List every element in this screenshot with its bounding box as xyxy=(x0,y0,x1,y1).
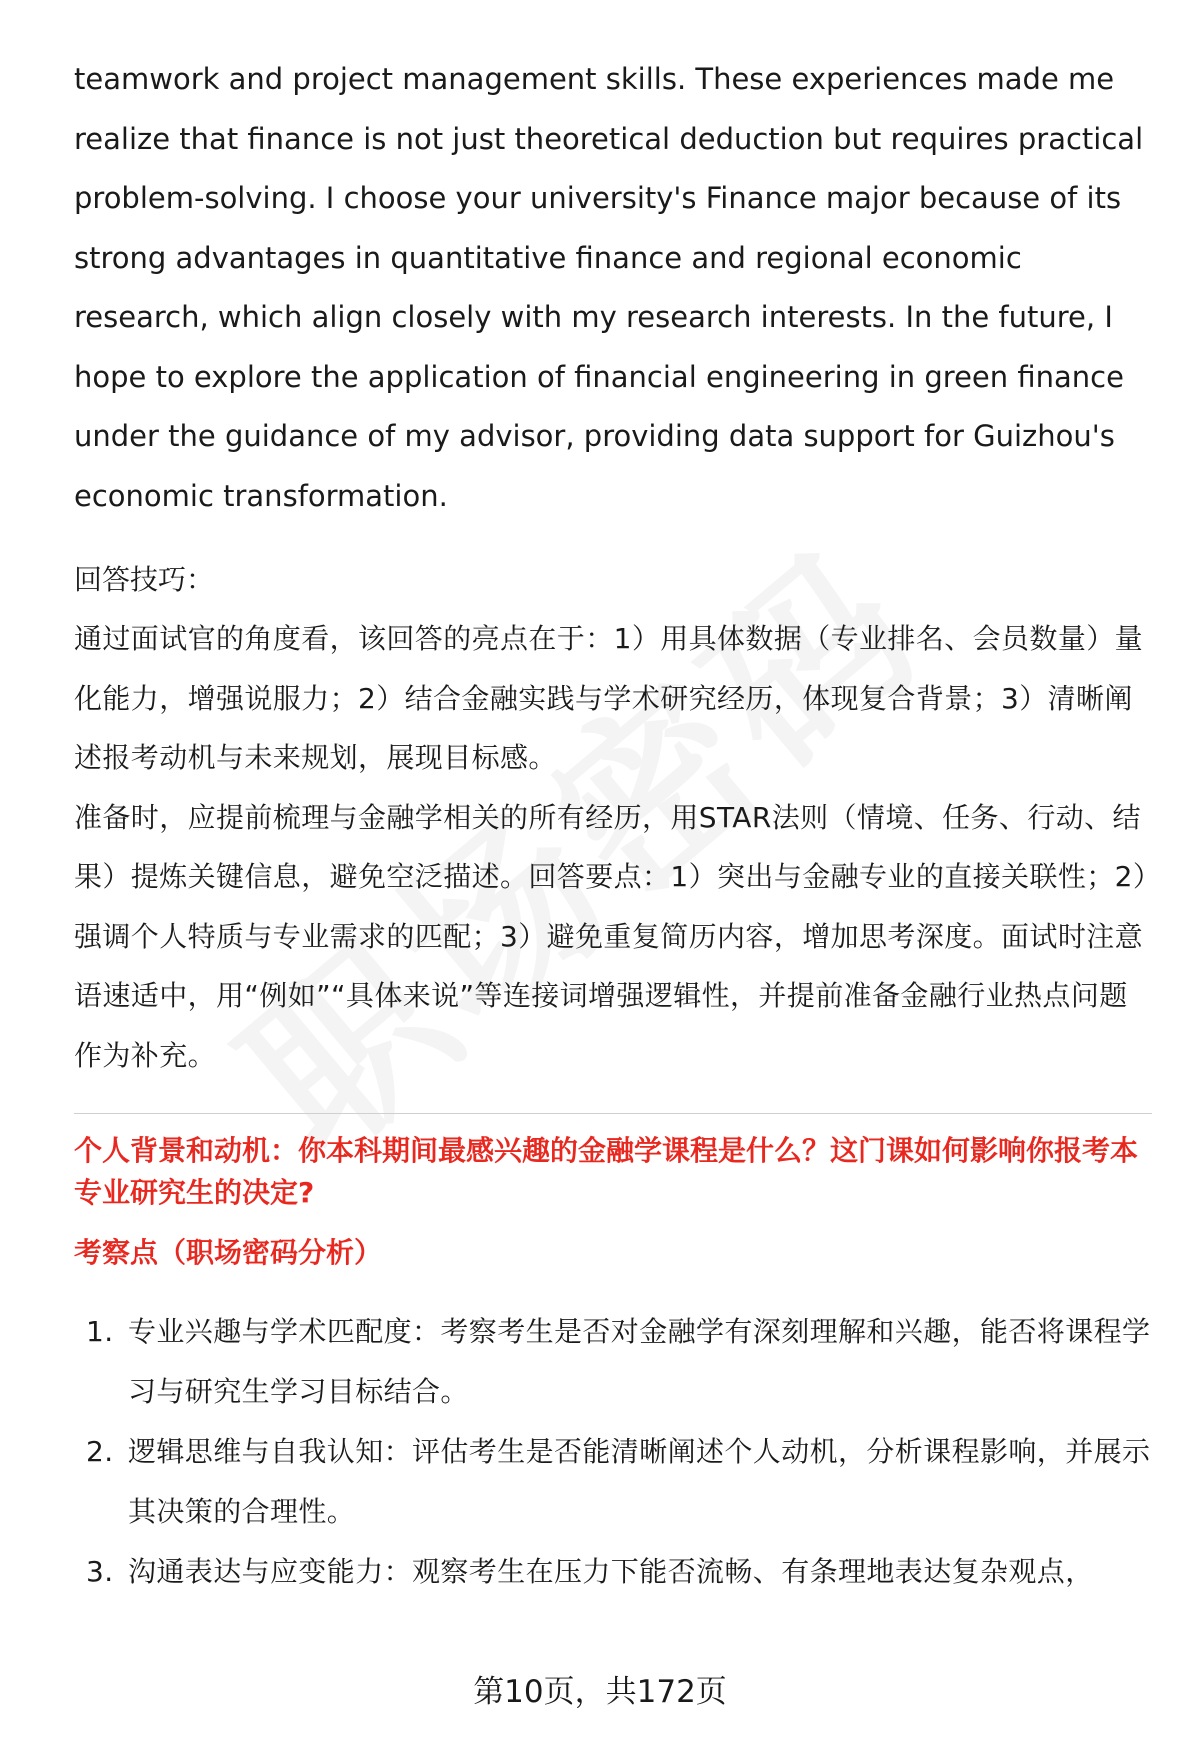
list-item xyxy=(74,1302,1154,1422)
tips-paragraph-2: 准备时，应提前梳理与金融学相关的所有经历，用STAR法则（情境、任务、行动、结果）提炼关键信息，避免空泛描述。回答要点：1）突出与金融专业的直接关联性；2）强调个人特质与专业需求的匹配；3）避免重复简历内容，增加思考深度。面试时注意语速适中，用“例如”“具体来说”等连接词增强逻辑性，并提前准备金融行业热点问题作为补充。 xyxy=(74,800,1148,1072)
page-number-footer: 第10页，共172页 xyxy=(473,1674,727,1710)
list-item-text: 专业兴趣与学术匹配度：考察考生是否对金融学有深刻理解和兴趣，能否将课程学习与研究生学习目标结合。 xyxy=(128,1315,1151,1408)
list-item-number: 1. xyxy=(86,1315,114,1348)
list-item-number: 2. xyxy=(86,1435,114,1468)
tips-paragraph-1: 通过面试官的角度看，该回答的亮点在于：1）用具体数据（专业排名、会员数量）量化能力，增强说服力；2）结合金融实践与学术研究经历，体现复合背景；3）清晰阐述报考动机与未来规划，展现目标感。 xyxy=(74,622,1144,774)
analysis-heading: 考察点（职场密码分析） xyxy=(74,1236,383,1269)
list-item-text: 逻辑思维与自我认知：评估考生是否能清晰阐述个人动机，分析课程影响，并展示其决策的合理性。 xyxy=(128,1435,1151,1528)
list-item xyxy=(74,1422,1154,1542)
english-answer-paragraph: teamwork and project management skills. These experiences made me realize that finance is not just theoretical deduction but requires practical problem-solving. I choose your university's Finance major because of its strong advantages in quantitative finance and regional economic research, which align closely with my research interests. In the future, I hope to explore the application of financial engineering in green finance under the guidance of my advisor, providing data support for Guizhou's economic transformation. xyxy=(74,62,1144,513)
list-item xyxy=(74,1542,1154,1602)
list-item-number: 3. xyxy=(86,1555,114,1588)
section-divider xyxy=(74,1113,1152,1114)
tips-heading: 回答技巧： xyxy=(74,563,215,596)
question-heading: 个人背景和动机：你本科期间最感兴趣的金融学课程是什么？这门课如何影响你报考本专业研究生的决定? xyxy=(74,1134,1139,1209)
list-item-text: 沟通表达与应变能力：观察考生在压力下能否流畅、有条理地表达复杂观点， xyxy=(128,1555,1094,1588)
page-content xyxy=(74,50,1154,1602)
analysis-list xyxy=(74,1302,1154,1602)
